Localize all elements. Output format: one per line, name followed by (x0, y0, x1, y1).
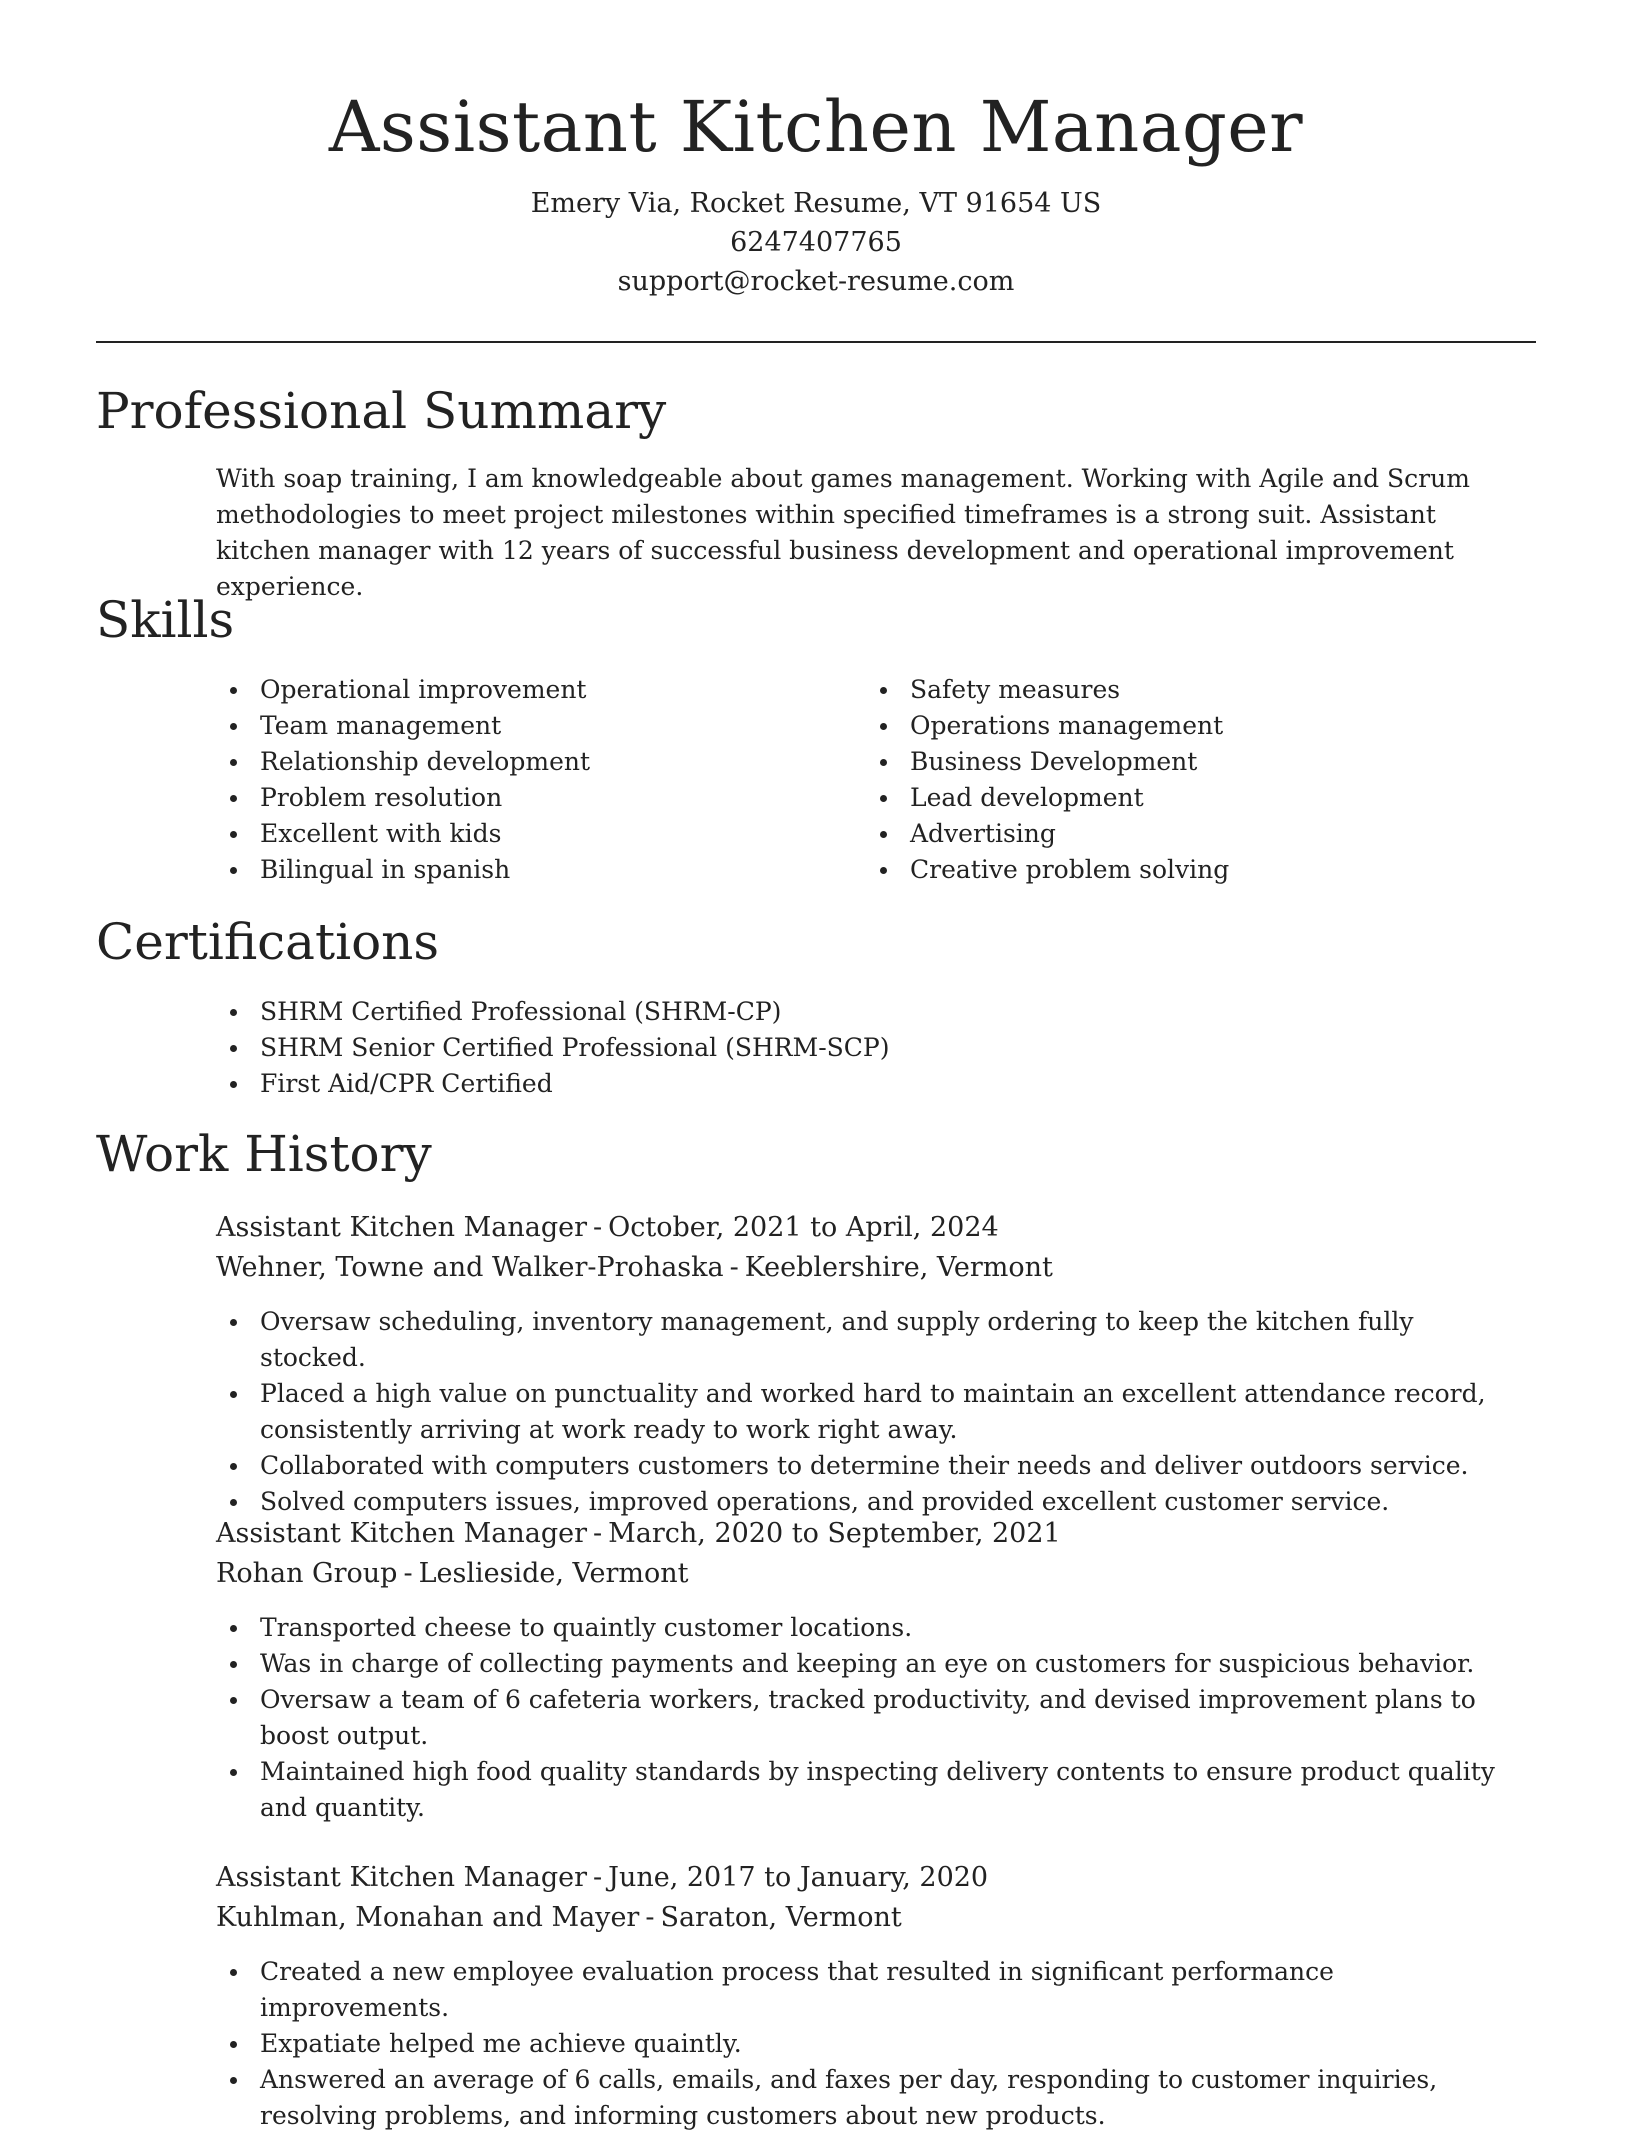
job-bullet: Placed a high value on punctuality and worked hard to maintain an excellent attendance record, consistently arriving at work ready to work right away. (216, 1376, 1526, 1448)
job-location: Saraton, Vermont (660, 1902, 902, 1933)
job-dates: March, 2020 to September, 2021 (608, 1518, 1061, 1549)
job-entry (216, 1858, 1526, 2134)
job-dates: October, 2021 to April, 2024 (608, 1212, 999, 1243)
summary-text: With soap training, I am knowledgeable about games management. Working with Agile and Scrum methodologies to meet project milestones within specified timeframes is a strong suit. Assistant kitchen manager with 12 years of successful business development and operational improvement experience. (216, 464, 1470, 601)
job-company: Wehner, Towne and Walker-Prohaska (216, 1252, 724, 1283)
skill-item: Excellent with kids (216, 816, 836, 852)
skill-item: Creative problem solving (866, 852, 1486, 888)
skills-heading: Skills (96, 591, 235, 649)
contact-email: support@rocket-resume.com (617, 266, 1015, 297)
contact-phone: 6247407765 (730, 227, 902, 258)
skill-item: Lead development (866, 780, 1486, 816)
skill-item: Problem resolution (216, 780, 836, 816)
job-entry (216, 1514, 1526, 1826)
skill-item: Safety measures (866, 672, 1486, 708)
resume-title: Assistant Kitchen Manager (328, 86, 1304, 168)
summary-heading: Professional Summary (96, 382, 667, 440)
job-bullet: Maintained high food quality standards by inspecting delivery contents to ensure product quality and quantity. (216, 1754, 1526, 1826)
job-title-line: Assistant Kitchen Manager - October, 2021 to April, 2024 (216, 1212, 999, 1243)
job-bullet: Solved computers issues, improved operations, and provided excellent customer service. (216, 1484, 1526, 1520)
job-bullet: Oversaw a team of 6 cafeteria workers, tracked productivity, and devised improvement plans to boost output. (216, 1682, 1526, 1754)
job-title: Assistant Kitchen Manager (216, 1212, 587, 1243)
skill-item: Business Development (866, 744, 1486, 780)
job-title-line: Assistant Kitchen Manager - March, 2020 to September, 2021 (216, 1518, 1061, 1549)
skills-list-right (866, 672, 1486, 888)
certification-item: First Aid/CPR Certified (216, 1066, 1476, 1102)
job-title-line: Assistant Kitchen Manager - June, 2017 to January, 2020 (216, 1862, 989, 1893)
contact-address: Emery Via, Rocket Resume, VT 91654 US (530, 188, 1102, 219)
certifications-heading: Certifications (96, 913, 440, 971)
skill-item: Bilingual in spanish (216, 852, 836, 888)
job-location: Leslieside, Vermont (418, 1558, 689, 1589)
certifications-list (216, 994, 1476, 1102)
job-location: Keeblershire, Vermont (744, 1252, 1053, 1283)
job-bullets (216, 1304, 1526, 1520)
job-company-line: Kuhlman, Monahan and Mayer - Saraton, Vermont (216, 1902, 902, 1933)
job-entry (216, 1208, 1526, 1520)
certification-item: SHRM Certified Professional (SHRM-CP) (216, 994, 1476, 1030)
job-bullet: Oversaw scheduling, inventory management, and supply ordering to keep the kitchen fully stocked. (216, 1304, 1526, 1376)
job-bullet: Created a new employee evaluation process that resulted in significant performance improvements. (216, 1954, 1526, 2026)
job-bullet: Expatiate helped me achieve quaintly. (216, 2026, 1526, 2062)
job-company: Rohan Group (216, 1558, 398, 1589)
job-dates: June, 2017 to January, 2020 (608, 1862, 989, 1893)
job-title: Assistant Kitchen Manager (216, 1862, 587, 1893)
skill-item: Team management (216, 708, 836, 744)
skill-item: Operations management (866, 708, 1486, 744)
certification-item: SHRM Senior Certified Professional (SHRM-SCP) (216, 1030, 1476, 1066)
skills-list-left (216, 672, 836, 888)
job-title: Assistant Kitchen Manager (216, 1518, 587, 1549)
job-bullet: Was in charge of collecting payments and keeping an eye on customers for suspicious behavior. (216, 1646, 1526, 1682)
job-bullet: Answered an average of 6 calls, emails, and faxes per day, responding to customer inquiries, resolving problems, and informing customers about new products. (216, 2062, 1526, 2134)
work-history-heading: Work History (96, 1125, 432, 1183)
job-bullet: Transported cheese to quaintly customer locations. (216, 1610, 1526, 1646)
job-bullets (216, 1610, 1526, 1826)
skill-item: Operational improvement (216, 672, 836, 708)
job-company-line: Wehner, Towne and Walker-Prohaska - Keeblershire, Vermont (216, 1252, 1053, 1283)
contact-block (96, 184, 1536, 301)
header-divider (96, 341, 1536, 343)
job-company: Kuhlman, Monahan and Mayer (216, 1902, 640, 1933)
skill-item: Advertising (866, 816, 1486, 852)
job-bullets (216, 1954, 1526, 2134)
resume-header (96, 80, 1536, 301)
skill-item: Relationship development (216, 744, 836, 780)
job-company-line: Rohan Group - Leslieside, Vermont (216, 1558, 689, 1589)
job-bullet: Collaborated with computers customers to determine their needs and deliver outdoors service. (216, 1448, 1526, 1484)
